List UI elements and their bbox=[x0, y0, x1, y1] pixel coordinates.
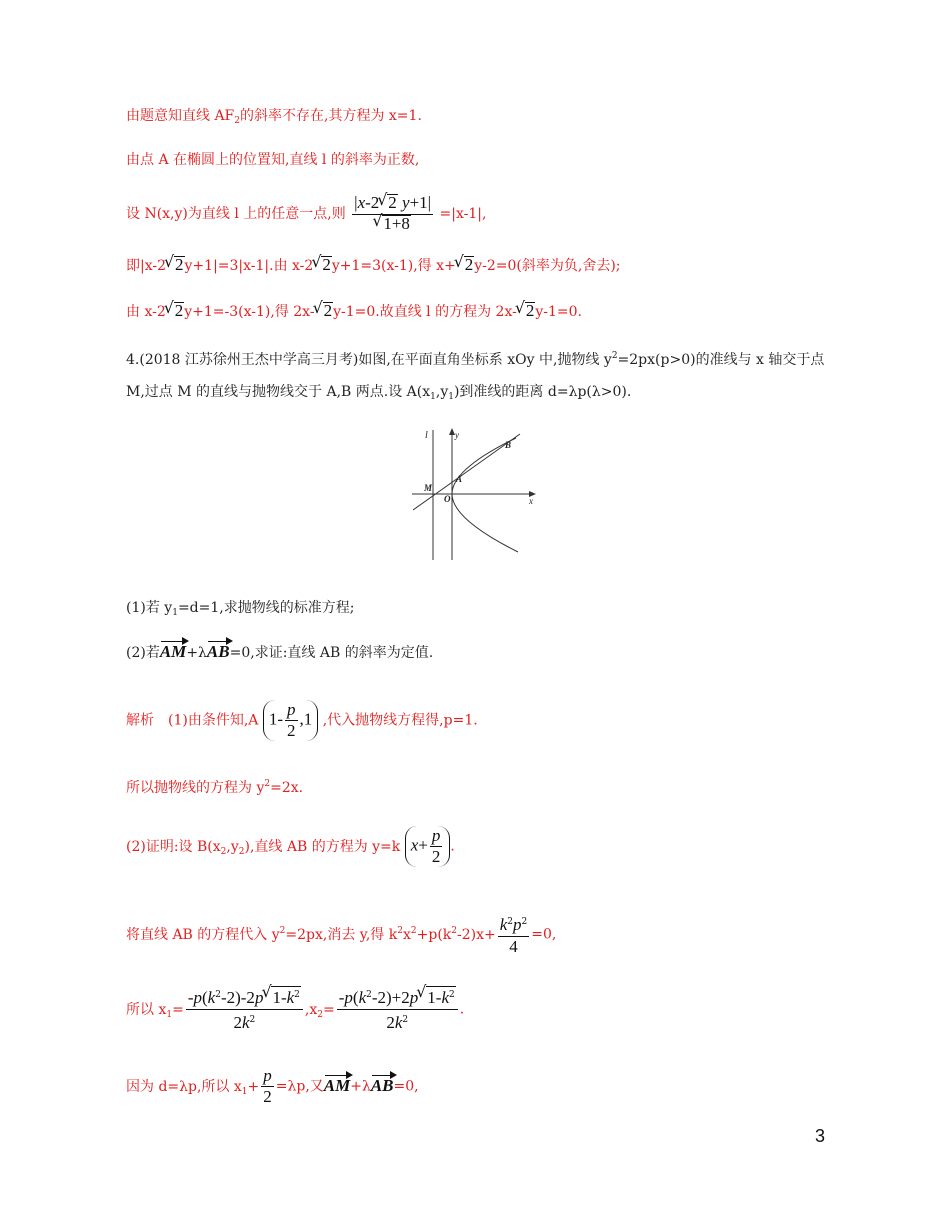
solution-line-1: 由题意知直线 $AF_2$的斜率不存在,其方程为 x=1. bbox=[126, 108, 422, 126]
solution-parabola-equation: 所以抛物线的方程为 $y^2=2x$. bbox=[126, 779, 304, 796]
parabola-figure bbox=[408, 424, 542, 564]
solution-line-3: 设 N(x,y)为直线 l 上的任意一点,则 |x-2√ 2 y+1| √ 1+8 =|x-1|, bbox=[126, 193, 486, 235]
label-a: A bbox=[456, 474, 463, 484]
question-part-2: (2)若AM+λAB=0,求证:直线 AB 的斜率为定值. bbox=[126, 642, 434, 661]
parabola-curve bbox=[452, 438, 518, 552]
solution-quadratic: 将直线 AB 的方程代入 $y^2=2px$,消去 y,得 $k^2x^2+p(k^2-2)x+$ $\frac{k^2p^2}{4}$ =0, bbox=[126, 912, 556, 957]
label-y: y bbox=[455, 430, 459, 440]
solution-line-5: 由 x-2√ 2y+1=-3(x-1),得 2x-√ 2y-1=0.故直线 l 的方程为 2x-√ 2y-1=0. bbox=[126, 302, 582, 322]
line-mab bbox=[413, 434, 520, 510]
solution-part-1: 解析 (1)由条件知,A 1- $\frac{p}{2}$ ,1 ,代入抛物线方程得,p=1. bbox=[126, 700, 478, 740]
question-4-line-1: 4.(2018 江苏徐州王杰中学高三月考)如图,在平面直角坐标系 xOy 中,抛物线 $y^2=2px(p>0)$的准线与 x 轴交于点 bbox=[126, 351, 825, 368]
label-b: B bbox=[505, 440, 512, 450]
solution-part-2-setup: (2)证明:设 $B(x_2,y_2)$,直线 AB 的方程为 y=k x+ $\frac{p}{2}$ . bbox=[126, 826, 455, 866]
label-m: M bbox=[424, 483, 433, 493]
root-x1: $\frac{-p(k^2-2)-2p√ 1-k^2}{2k^2}$ bbox=[186, 985, 303, 1034]
solution-roots: 所以 $x_1=$ $\frac{-p(k^2-2)-2p√ 1-k^2}{2k^2}$ $,x_2=$ $\frac{-p(k^2-2)+2p√ 1-k^2}{2k^2}$ . bbox=[126, 985, 464, 1034]
solution-last-line: 因为 d=λp,所以 $x_1+$ $\frac{p}{2}$ =λp,又AM+λAB=0, bbox=[126, 1066, 419, 1106]
solution-line-2: 由点 A 在椭圆上的位置知,直线 l 的斜率为正数, bbox=[126, 152, 420, 168]
page-number: 3 bbox=[815, 1126, 826, 1146]
point-a-coordinates: 1- $\frac{p}{2}$ ,1 bbox=[263, 700, 318, 741]
solution-line-4: 即|x-2√ 2y+1|=3|x-1|.由 x-2√ 2y+1=3(x-1),得 x+√ 2y-2=0(斜率为负,舍去); bbox=[126, 256, 621, 276]
distance-fraction: |x-2√ 2 y+1| √ 1+8 bbox=[352, 193, 433, 235]
label-o: O bbox=[444, 494, 451, 504]
question-4-line-2: M,过点 M 的直线与抛物线交于 A,B 两点.设 $A(x_1,y_1)$到准线的距离 d=λp(λ>0). bbox=[126, 384, 632, 402]
root-x2: $\frac{-p(k^2-2)+2p√ 1-k^2}{2k^2}$ bbox=[337, 985, 458, 1034]
label-x: x bbox=[529, 496, 533, 506]
line-ab-expression: x+ $\frac{p}{2}$ bbox=[405, 826, 451, 867]
label-l: l bbox=[425, 430, 428, 441]
question-part-1: (1)若 $y_1=d=1$,求抛物线的标准方程; bbox=[126, 600, 355, 618]
